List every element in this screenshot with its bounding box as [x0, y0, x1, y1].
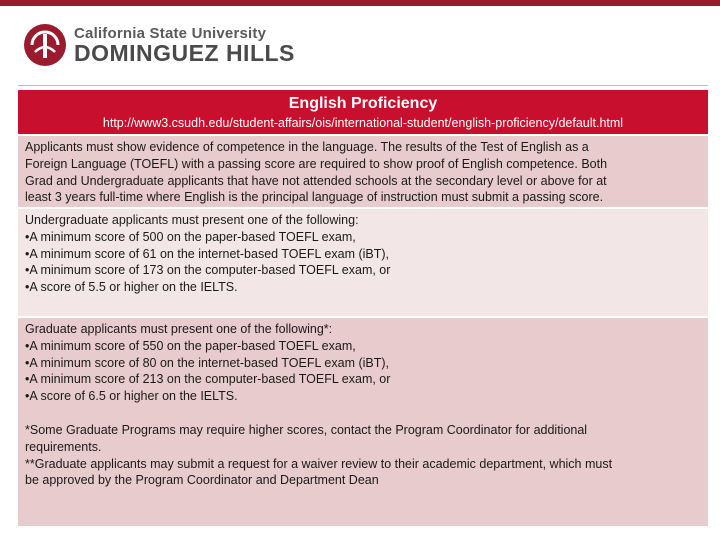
- list-item: •A minimum score of 213 on the computer-based TOEFL exam, or: [25, 372, 391, 387]
- proficiency-panel: [18, 90, 708, 526]
- logo-line-2: DOMINGUEZ HILLS: [74, 40, 295, 66]
- list-item: •A minimum score of 550 on the paper-based TOEFL exam,: [25, 338, 356, 353]
- list-item: •A score of 5.5 or higher on the IELTS.: [25, 280, 238, 295]
- footnote-line: *Some Graduate Programs may require higher scores, contact the Program Coordinator for additional: [25, 422, 588, 437]
- footnote-line: **Graduate applicants may submit a request for a waiver review to their academic department, which must: [25, 456, 613, 471]
- undergrad-heading: Undergraduate applicants must present one of the following:: [25, 213, 359, 227]
- intro-line: Foreign Language (TOEFL) with a passing score are required to show proof of English competence. Both: [25, 156, 608, 171]
- source-url[interactable]: http://www3.csudh.edu/student-affairs/ois/international-student/english-proficiency/default.html: [102, 116, 624, 130]
- undergrad-section: [18, 209, 708, 316]
- spacer: [25, 405, 701, 422]
- header-divider: [18, 85, 708, 86]
- list-item: •A score of 6.5 or higher on the IELTS.: [25, 389, 238, 404]
- top-accent-bar: [0, 0, 720, 6]
- intro-section: [18, 136, 708, 207]
- dh-emblem-icon: [22, 22, 68, 68]
- list-item: •A minimum score of 61 on the internet-based TOEFL exam (iBT),: [25, 246, 390, 261]
- footnote-line: be approved by the Program Coordinator and Department Dean: [25, 473, 379, 488]
- list-item: •A minimum score of 500 on the paper-based TOEFL exam,: [25, 229, 356, 244]
- logo-line-1: California State University: [74, 25, 267, 42]
- university-logo: [22, 20, 295, 70]
- panel-header: [18, 90, 708, 134]
- list-item: •A minimum score of 173 on the computer-based TOEFL exam, or: [25, 263, 391, 278]
- intro-line: Grad and Undergraduate applicants that have not attended schools at the secondary level or above for at: [25, 173, 607, 188]
- grad-heading: Graduate applicants must present one of the following*:: [25, 322, 333, 336]
- page-title: English Proficiency: [288, 95, 438, 112]
- footnote-line: requirements.: [25, 439, 102, 454]
- grad-section: [18, 318, 708, 526]
- intro-line: least 3 years full-time where English is the principal language of instruction must submit a passing score.: [25, 190, 604, 205]
- intro-line: Applicants must show evidence of competence in the language. The results of the Test of English as a: [25, 140, 589, 154]
- list-item: •A minimum score of 80 on the internet-based TOEFL exam (iBT),: [25, 355, 390, 370]
